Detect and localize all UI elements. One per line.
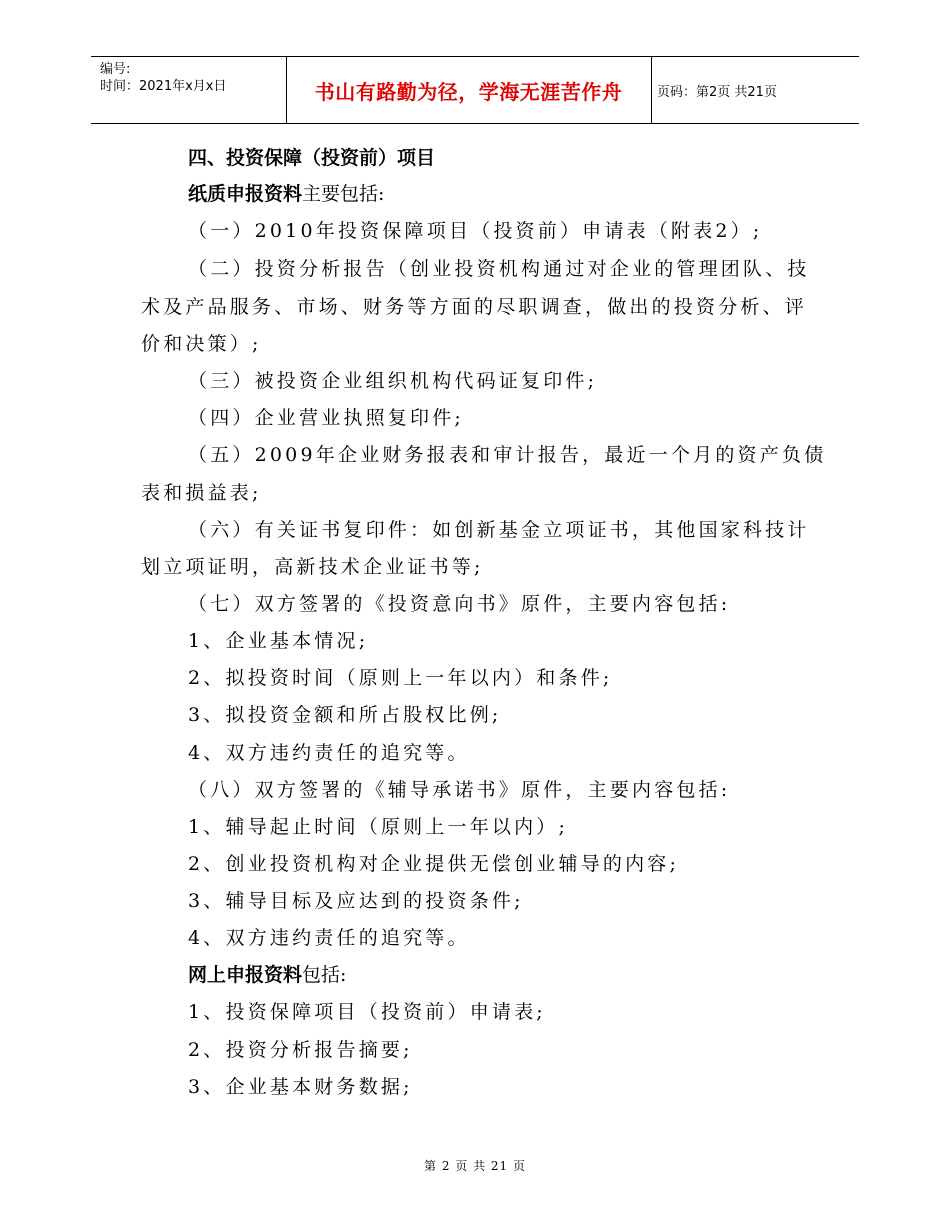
list-item: 1、企业基本情况;: [188, 630, 369, 652]
list-item: （二）投资分析报告（创业投资机构通过对企业的管理团队、技: [188, 258, 810, 280]
page-footer: 第 2 页 共 21 页: [424, 1159, 526, 1173]
list-item: 3、辅导目标及应达到的投资条件;: [188, 890, 524, 912]
time-label: 时间：2021年x月x日: [100, 79, 227, 94]
section-title: 四、投资保障（投资前）项目: [188, 147, 436, 169]
online-heading-bold: 网上申报资料: [188, 964, 303, 986]
paper-heading-rest: 主要包括:: [302, 183, 385, 205]
list-item: 3、拟投资金额和所占股权比例;: [188, 704, 502, 726]
list-item: 2、创业投资机构对企业提供无偿创业辅导的内容;: [188, 853, 680, 875]
online-heading: [188, 963, 346, 987]
header-motto: 书山有路勤为径，学海无涯苦作舟: [314, 79, 623, 104]
list-item: 3、企业基本财务数据;: [188, 1076, 413, 1098]
list-item: 1、辅导起止时间（原则上一年以内）;: [188, 816, 569, 838]
header-page-info: 页码：第2页 共21页: [657, 84, 777, 100]
online-heading-rest: 包括:: [302, 964, 347, 986]
list-item: 划立项证明，高新技术企业证书等;: [141, 556, 484, 578]
number-label: 编号:: [100, 62, 131, 77]
list-item: （一）2010年投资保障项目（投资前）申请表（附表2）;: [188, 220, 763, 242]
header-meta: [100, 61, 226, 95]
header-divider: [651, 57, 652, 123]
list-item: 4、双方违约责任的追究等。: [188, 927, 470, 949]
list-item: 2、投资分析报告摘要;: [188, 1039, 413, 1061]
list-item: 价和决策）;: [141, 333, 262, 355]
list-item: （三）被投资企业组织机构代码证复印件;: [188, 370, 598, 392]
paper-heading-bold: 纸质申报资料: [188, 183, 303, 205]
list-item: 表和损益表;: [141, 482, 262, 504]
list-item: （八）双方签署的《辅导承诺书》原件，主要内容包括:: [188, 779, 731, 801]
list-item: 术及产品服务、市场、财务等方面的尽职调查，做出的投资分析、评: [141, 296, 808, 318]
list-item: （七）双方签署的《投资意向书》原件，主要内容包括:: [188, 593, 731, 615]
list-item: （六）有关证书复印件：如创新基金立项证书，其他国家科技计: [188, 519, 810, 541]
list-item: 1、投资保障项目（投资前）申请表;: [188, 1001, 546, 1023]
list-item: 2、拟投资时间（原则上一年以内）和条件;: [188, 667, 613, 689]
list-item: （五）2009年企业财务报表和审计报告，最近一个月的资产负债: [188, 444, 827, 466]
list-item: （四）企业营业执照复印件;: [188, 407, 465, 429]
paper-heading: [188, 182, 384, 206]
page-header: [91, 56, 859, 124]
list-item: 4、双方违约责任的追究等。: [188, 742, 470, 764]
